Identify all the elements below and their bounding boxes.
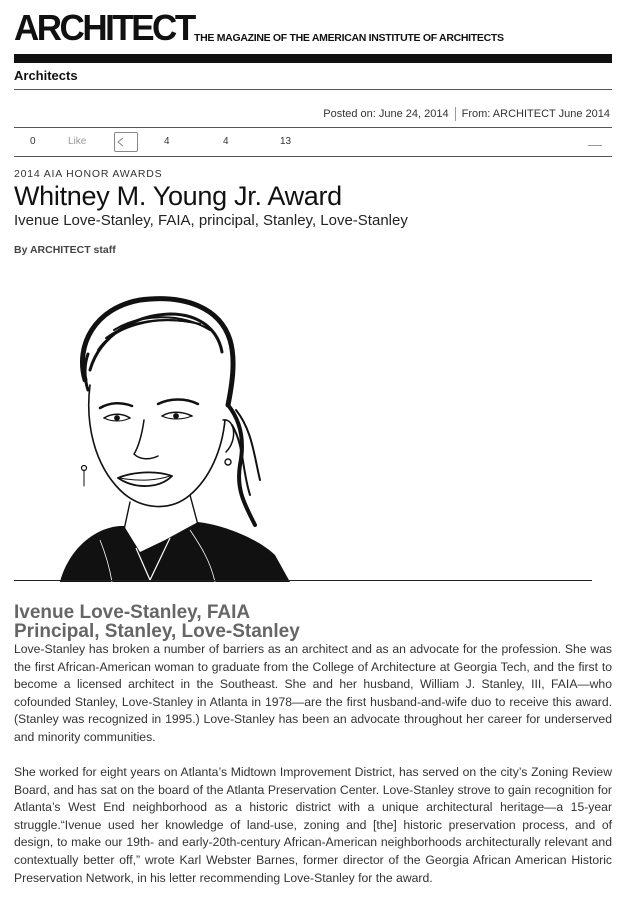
like-button-label[interactable]: Like	[68, 136, 87, 147]
divider	[14, 127, 612, 128]
article-title: Whitney M. Young Jr. Award	[14, 181, 342, 211]
share-bar	[14, 131, 612, 155]
divider	[14, 156, 612, 157]
article-paragraph: Love-Stanley has broken a number of barriers as an architect and as an advocate for the profession. She was the first African-American woman to graduate from the College of Architecture at Georgia Tech, and the first to become a licensed architect in the Southeast. She and her husband, William J. Stanley, III, FAIA—who cofounded Stanley, Love-Stanley in Atlanta in 1978—are the first husband-and-wife duo to receive this award. (Stanley was recognized in 1995.) Love-Stanley has been an advocate throughout her career for underserved and minority communities.	[14, 642, 612, 744]
share-count-1[interactable]: 4	[164, 136, 170, 147]
caption-title: Principal, Stanley, Love-Stanley	[14, 621, 300, 642]
divider	[14, 89, 612, 90]
article-kicker: 2014 AIA HONOR AWARDS	[14, 168, 163, 180]
article-paragraph: She worked for eight years on Atlanta’s Midtown Improvement District, has served on the city’s Zoning Review Board, and has sat on the board of the Atlanta Preservation Center. Love-Stanley strove to gain recognition for Atlanta’s West End neighborhood as a historic district with a unique architectural heritage—a 15-year struggle.“Ivenue used her knowledge of land-use, zoning and [the] historic preservation process, and of design, to make our 19th- and early-20th-century African-American neighborhoods architecturally relevant and contextually better off,” wrote Karl Webster Barnes, former director of the Georgia African American Historic Preservation Network, in his letter recommending Love-Stanley for the award.	[14, 765, 612, 885]
portrait-underline	[14, 580, 592, 581]
share-count-0[interactable]: 0	[30, 136, 36, 147]
article-meta	[323, 107, 610, 121]
like-count-box[interactable]	[114, 132, 138, 152]
site-logo[interactable]: ARCHITECT	[14, 8, 194, 49]
article-subtitle: Ivenue Love-Stanley, FAIA, principal, Stanley, Love-Stanley	[14, 212, 408, 229]
more-share-icon[interactable]	[588, 145, 602, 146]
portrait-illustration	[40, 290, 305, 582]
share-count-3[interactable]: 13	[280, 136, 292, 147]
share-count-2[interactable]: 4	[223, 136, 229, 147]
posted-date: Posted on: June 24, 2014	[323, 107, 449, 120]
caption-name: Ivenue Love-Stanley, FAIA	[14, 602, 251, 623]
issue-source[interactable]: From: ARCHITECT June 2014	[461, 107, 610, 120]
masthead-bar	[14, 54, 612, 63]
section-link-architects[interactable]: Architects	[14, 68, 78, 83]
masthead	[14, 8, 614, 49]
article-byline: By ARCHITECT staff	[14, 244, 116, 256]
meta-separator	[455, 107, 456, 121]
chevron-left-icon	[115, 133, 137, 151]
site-tagline: THE MAGAZINE OF THE AMERICAN INSTITUTE OF ARCHITECTS	[194, 32, 504, 44]
